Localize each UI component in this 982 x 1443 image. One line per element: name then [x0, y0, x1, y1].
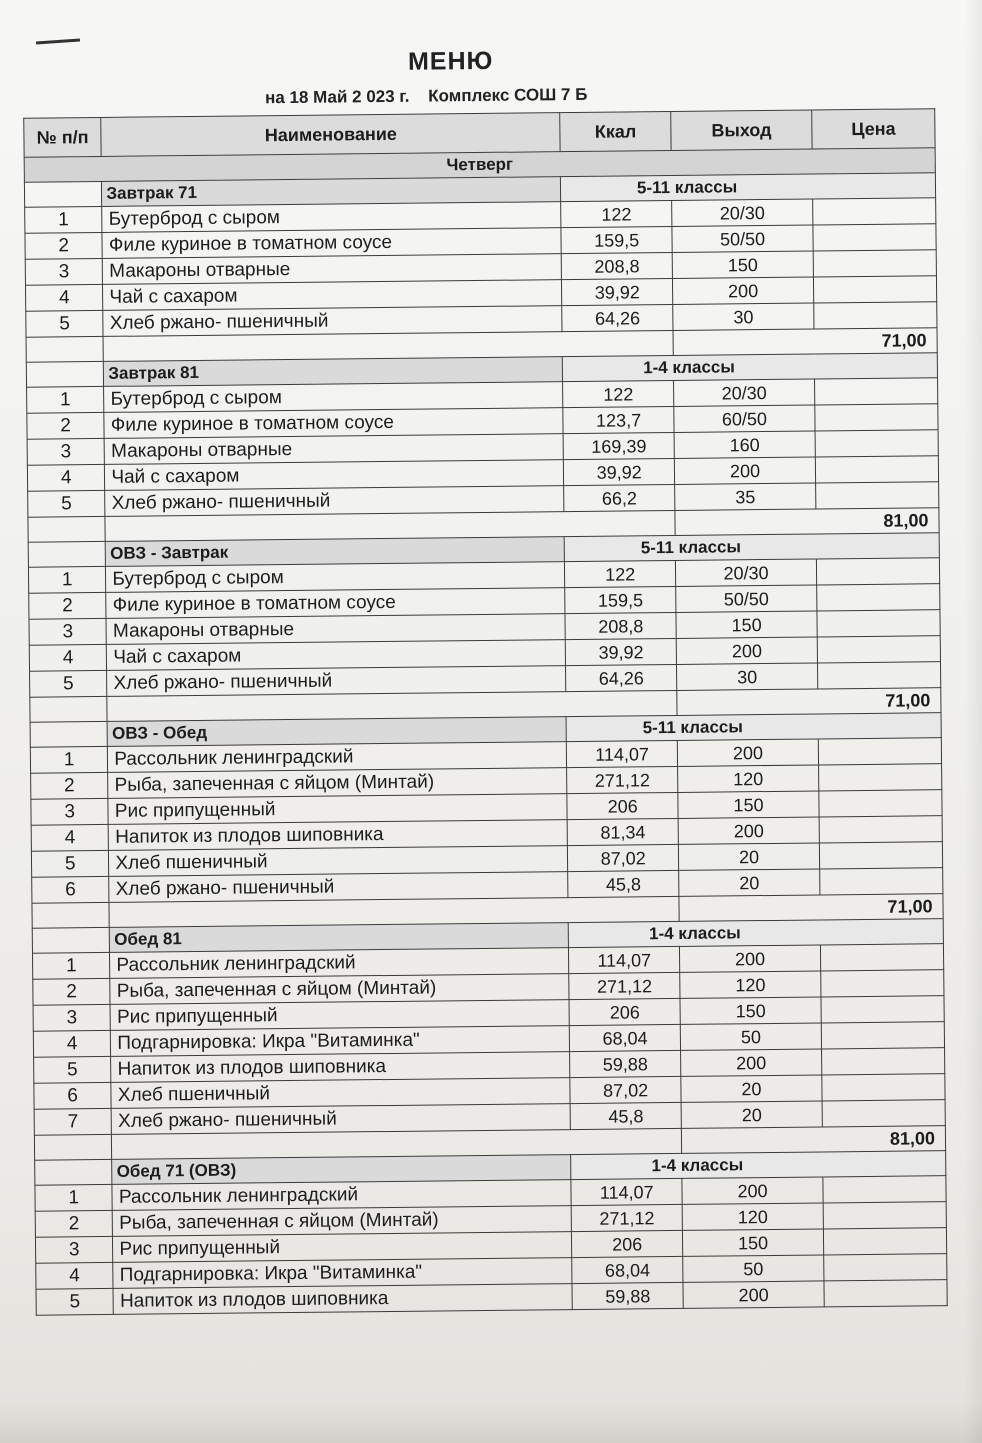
section-name: Обед 81 — [110, 923, 569, 953]
item-price — [821, 944, 944, 971]
item-name: Рыба, запеченная с яйцом (Минтай) — [110, 974, 569, 1005]
item-number: 5 — [28, 490, 106, 517]
item-name: Хлеб ржано- пшеничный — [105, 486, 564, 517]
item-price — [822, 1048, 945, 1075]
item-output: 50 — [683, 1255, 825, 1282]
item-name: Хлеб пшеничный — [111, 1078, 570, 1109]
item-name: Бутерброд с сыром — [102, 202, 561, 233]
item-kcal: 64,26 — [562, 304, 673, 331]
item-name: Рассольник ленинградский — [108, 742, 567, 773]
item-output: 50/50 — [676, 585, 818, 612]
total-blank-num — [32, 902, 110, 928]
item-kcal: 159,5 — [561, 226, 672, 253]
item-output: 30 — [673, 303, 815, 330]
col-header-num: № п/п — [24, 117, 102, 157]
item-name: Рис припущенный — [113, 1232, 572, 1263]
section-total-price: 71,00 — [677, 688, 941, 716]
item-name: Хлеб пшеничный — [109, 846, 568, 877]
item-output: 200 — [672, 277, 814, 304]
item-output: 60/50 — [674, 405, 816, 432]
item-price — [815, 430, 938, 457]
item-kcal: 208,8 — [565, 612, 676, 639]
item-price — [821, 996, 944, 1023]
item-output: 20/30 — [675, 559, 817, 586]
item-name: Подгарнировка: Икра "Витаминка" — [111, 1026, 570, 1057]
item-output: 20/30 — [673, 379, 815, 406]
item-name: Филе куриное в томатном соусе — [104, 408, 563, 439]
col-header-price: Цена — [812, 109, 935, 149]
item-number: 7 — [34, 1108, 112, 1135]
item-number: 1 — [28, 566, 106, 593]
item-name: Хлеб ржано- пшеничный — [107, 666, 566, 697]
item-number: 6 — [32, 876, 110, 903]
item-number: 4 — [31, 824, 109, 851]
item-number: 6 — [34, 1082, 112, 1109]
item-name: Хлеб ржано- пшеничный — [111, 1104, 570, 1135]
item-number: 3 — [33, 1004, 111, 1031]
section-num-cell — [26, 361, 104, 387]
item-name: Рис припущенный — [108, 794, 567, 825]
item-kcal: 206 — [572, 1230, 683, 1257]
item-name: Филе куриное в томатном соусе — [102, 228, 561, 259]
section-classes: 1-4 классы — [563, 354, 815, 382]
item-name: Макароны отварные — [103, 254, 562, 285]
item-price — [819, 816, 942, 843]
item-name: Подгарнировка: Икра "Витаминка" — [113, 1258, 572, 1289]
item-price — [819, 738, 942, 765]
item-number: 2 — [33, 978, 111, 1005]
section-total-price: 81,00 — [675, 508, 939, 536]
item-number: 5 — [36, 1288, 114, 1315]
item-name: Филе куриное в томатном соусе — [106, 588, 565, 619]
total-blank-num — [34, 1134, 112, 1160]
section-classes: 1-4 классы — [571, 1152, 823, 1180]
section-name: Завтрак 71 — [102, 177, 561, 207]
section-name: ОВЗ - Обед — [107, 717, 566, 747]
item-price — [824, 1280, 947, 1307]
item-kcal: 66,2 — [564, 484, 675, 511]
section-price-cell — [820, 919, 943, 945]
item-kcal: 159,5 — [565, 586, 676, 613]
section-classes: 5-11 классы — [565, 534, 817, 562]
item-number: 3 — [35, 1236, 113, 1263]
section-name: Завтрак 81 — [104, 357, 563, 387]
section-num-cell — [32, 927, 110, 953]
item-output: 200 — [682, 1177, 824, 1204]
item-number: 1 — [32, 952, 110, 979]
section-classes: 5-11 классы — [567, 714, 819, 742]
item-output: 20 — [681, 1101, 823, 1128]
item-name: Макароны отварные — [104, 434, 563, 465]
item-output: 120 — [680, 971, 822, 998]
item-kcal: 114,07 — [567, 740, 678, 767]
item-number: 4 — [27, 464, 105, 491]
item-price — [822, 1100, 945, 1127]
section-price-cell — [813, 173, 936, 199]
item-number: 1 — [25, 206, 103, 233]
item-number: 3 — [27, 438, 105, 465]
item-name: Рассольник ленинградский — [112, 1180, 571, 1211]
item-name: Рыба, запеченная с яйцом (Минтай) — [108, 768, 567, 799]
col-header-name: Наименование — [101, 113, 560, 157]
item-price — [816, 456, 939, 483]
item-name: Напиток из плодов шиповника — [113, 1284, 572, 1315]
item-number: 5 — [26, 310, 104, 337]
item-name: Чай с сахаром — [105, 460, 564, 491]
item-output: 30 — [676, 663, 818, 690]
total-blank-num — [28, 516, 106, 542]
item-kcal: 169,39 — [564, 432, 675, 459]
item-price — [817, 584, 940, 611]
section-price-cell — [823, 1151, 946, 1177]
item-number: 1 — [27, 386, 105, 413]
section-name: ОВЗ - Завтрак — [106, 537, 565, 567]
item-price — [817, 636, 940, 663]
item-number: 4 — [29, 644, 107, 671]
item-output: 50/50 — [672, 225, 814, 252]
item-name: Бутерброд с сыром — [106, 562, 565, 593]
item-output: 150 — [672, 251, 814, 278]
total-blank-num — [30, 696, 108, 722]
section-total-price: 81,00 — [681, 1126, 945, 1154]
item-number: 2 — [27, 412, 105, 439]
item-kcal: 206 — [569, 998, 680, 1025]
item-output: 150 — [682, 1229, 824, 1256]
section-num-cell — [35, 1159, 113, 1185]
item-kcal: 87,02 — [568, 844, 679, 871]
item-output: 120 — [677, 765, 819, 792]
item-price — [817, 610, 940, 637]
item-price — [824, 1254, 947, 1281]
item-price — [814, 276, 937, 303]
item-number: 2 — [29, 592, 107, 619]
col-header-output: Выход — [671, 110, 813, 150]
item-kcal: 123,7 — [563, 406, 674, 433]
item-number: 5 — [30, 670, 108, 697]
item-price — [816, 482, 939, 509]
item-price — [818, 662, 941, 689]
item-kcal: 68,04 — [572, 1256, 683, 1283]
item-kcal: 271,12 — [569, 972, 680, 999]
item-name: Рыба, запеченная с яйцом (Минтай) — [113, 1206, 572, 1237]
item-output: 200 — [679, 945, 821, 972]
item-output: 20 — [679, 869, 821, 896]
section-num-cell — [28, 541, 106, 567]
col-header-kcal: Ккал — [560, 111, 671, 151]
menu-complex: Комплекс СОШ 7 Б — [428, 84, 588, 106]
item-number: 3 — [29, 618, 107, 645]
item-number: 1 — [30, 746, 108, 773]
menu-date: на 18 Май 2 023 г. — [264, 86, 410, 108]
item-number: 1 — [35, 1184, 113, 1211]
item-output: 120 — [682, 1203, 824, 1230]
item-number: 2 — [35, 1210, 113, 1237]
item-output: 20 — [681, 1075, 823, 1102]
item-kcal: 59,88 — [572, 1282, 683, 1309]
item-output: 200 — [683, 1281, 825, 1308]
section-price-cell — [816, 533, 939, 559]
item-output: 150 — [676, 611, 818, 638]
item-price — [814, 302, 937, 329]
item-kcal: 271,12 — [567, 766, 678, 793]
item-output: 200 — [680, 1049, 822, 1076]
item-output: 150 — [678, 791, 820, 818]
item-price — [823, 1202, 946, 1229]
item-kcal: 206 — [567, 792, 678, 819]
item-price — [823, 1176, 946, 1203]
item-name: Хлеб ржано- пшеничный — [109, 872, 568, 903]
item-kcal: 87,02 — [570, 1076, 681, 1103]
item-output: 150 — [680, 997, 822, 1024]
item-price — [819, 790, 942, 817]
item-kcal: 64,26 — [566, 664, 677, 691]
item-price — [813, 224, 936, 251]
item-kcal: 122 — [561, 200, 672, 227]
item-kcal: 45,8 — [568, 870, 679, 897]
item-kcal: 68,04 — [570, 1024, 681, 1051]
item-kcal: 122 — [563, 380, 674, 407]
menu-table-body — [24, 148, 947, 1315]
item-kcal: 271,12 — [572, 1204, 683, 1231]
item-kcal: 39,92 — [566, 638, 677, 665]
item-name: Чай с сахаром — [107, 640, 566, 671]
paper-shadow-right — [964, 0, 982, 1443]
item-price — [824, 1228, 947, 1255]
item-output: 200 — [674, 457, 816, 484]
menu-table — [23, 108, 947, 1315]
item-number: 4 — [25, 284, 103, 311]
section-price-cell — [818, 713, 941, 739]
item-number: 4 — [36, 1262, 114, 1289]
item-output: 20/30 — [672, 199, 814, 226]
item-output: 35 — [674, 483, 816, 510]
item-kcal: 114,07 — [571, 1178, 682, 1205]
item-name: Напиток из плодов шиповника — [111, 1052, 570, 1083]
total-blank-num — [26, 336, 104, 362]
item-price — [821, 1022, 944, 1049]
item-output: 200 — [678, 817, 820, 844]
section-price-cell — [814, 353, 937, 379]
item-price — [817, 558, 940, 585]
item-price — [813, 250, 936, 277]
item-name: Чай с сахаром — [103, 280, 562, 311]
item-name: Рис припущенный — [110, 1000, 569, 1031]
menu-title: МЕНЮ — [407, 46, 494, 76]
section-classes: 1-4 классы — [569, 920, 821, 948]
item-price — [819, 764, 942, 791]
item-number: 5 — [34, 1056, 112, 1083]
section-num-cell — [30, 721, 108, 747]
paper-shadow-bottom — [0, 1403, 982, 1443]
item-kcal: 59,88 — [570, 1050, 681, 1077]
item-number: 3 — [31, 798, 109, 825]
item-kcal: 208,8 — [562, 252, 673, 279]
item-name: Хлеб ржано- пшеничный — [103, 306, 562, 337]
item-kcal: 81,34 — [568, 818, 679, 845]
item-price — [813, 198, 936, 225]
item-number: 5 — [31, 850, 109, 877]
item-number: 2 — [25, 232, 103, 259]
item-number: 3 — [25, 258, 103, 285]
item-output: 50 — [680, 1023, 822, 1050]
item-kcal: 122 — [565, 560, 676, 587]
item-price — [820, 842, 943, 869]
day-label: Четверг — [24, 148, 935, 183]
item-kcal: 39,92 — [562, 278, 673, 305]
item-name: Бутерброд с сыром — [104, 382, 563, 413]
item-name: Макароны отварные — [106, 614, 565, 645]
section-name: Обед 71 (ОВЗ) — [112, 1155, 571, 1185]
menu-subtitle — [265, 85, 602, 109]
item-kcal: 39,92 — [564, 458, 675, 485]
section-num-cell — [24, 181, 102, 207]
item-price — [820, 868, 943, 895]
item-kcal: 114,07 — [569, 946, 680, 973]
item-output: 20 — [678, 843, 820, 870]
section-total-price: 71,00 — [679, 894, 943, 922]
item-price — [815, 378, 938, 405]
item-output: 200 — [677, 739, 819, 766]
section-classes: 5-11 классы — [561, 174, 813, 202]
item-price — [815, 404, 938, 431]
item-name: Рассольник ленинградский — [110, 948, 569, 979]
item-number: 2 — [31, 772, 109, 799]
item-output: 200 — [676, 637, 818, 664]
item-price — [822, 1074, 945, 1101]
item-name: Напиток из плодов шиповника — [109, 820, 568, 851]
item-kcal: 45,8 — [571, 1102, 682, 1129]
item-output: 160 — [674, 431, 816, 458]
section-total-price: 71,00 — [673, 328, 937, 356]
item-number: 4 — [33, 1030, 111, 1057]
item-price — [821, 970, 944, 997]
